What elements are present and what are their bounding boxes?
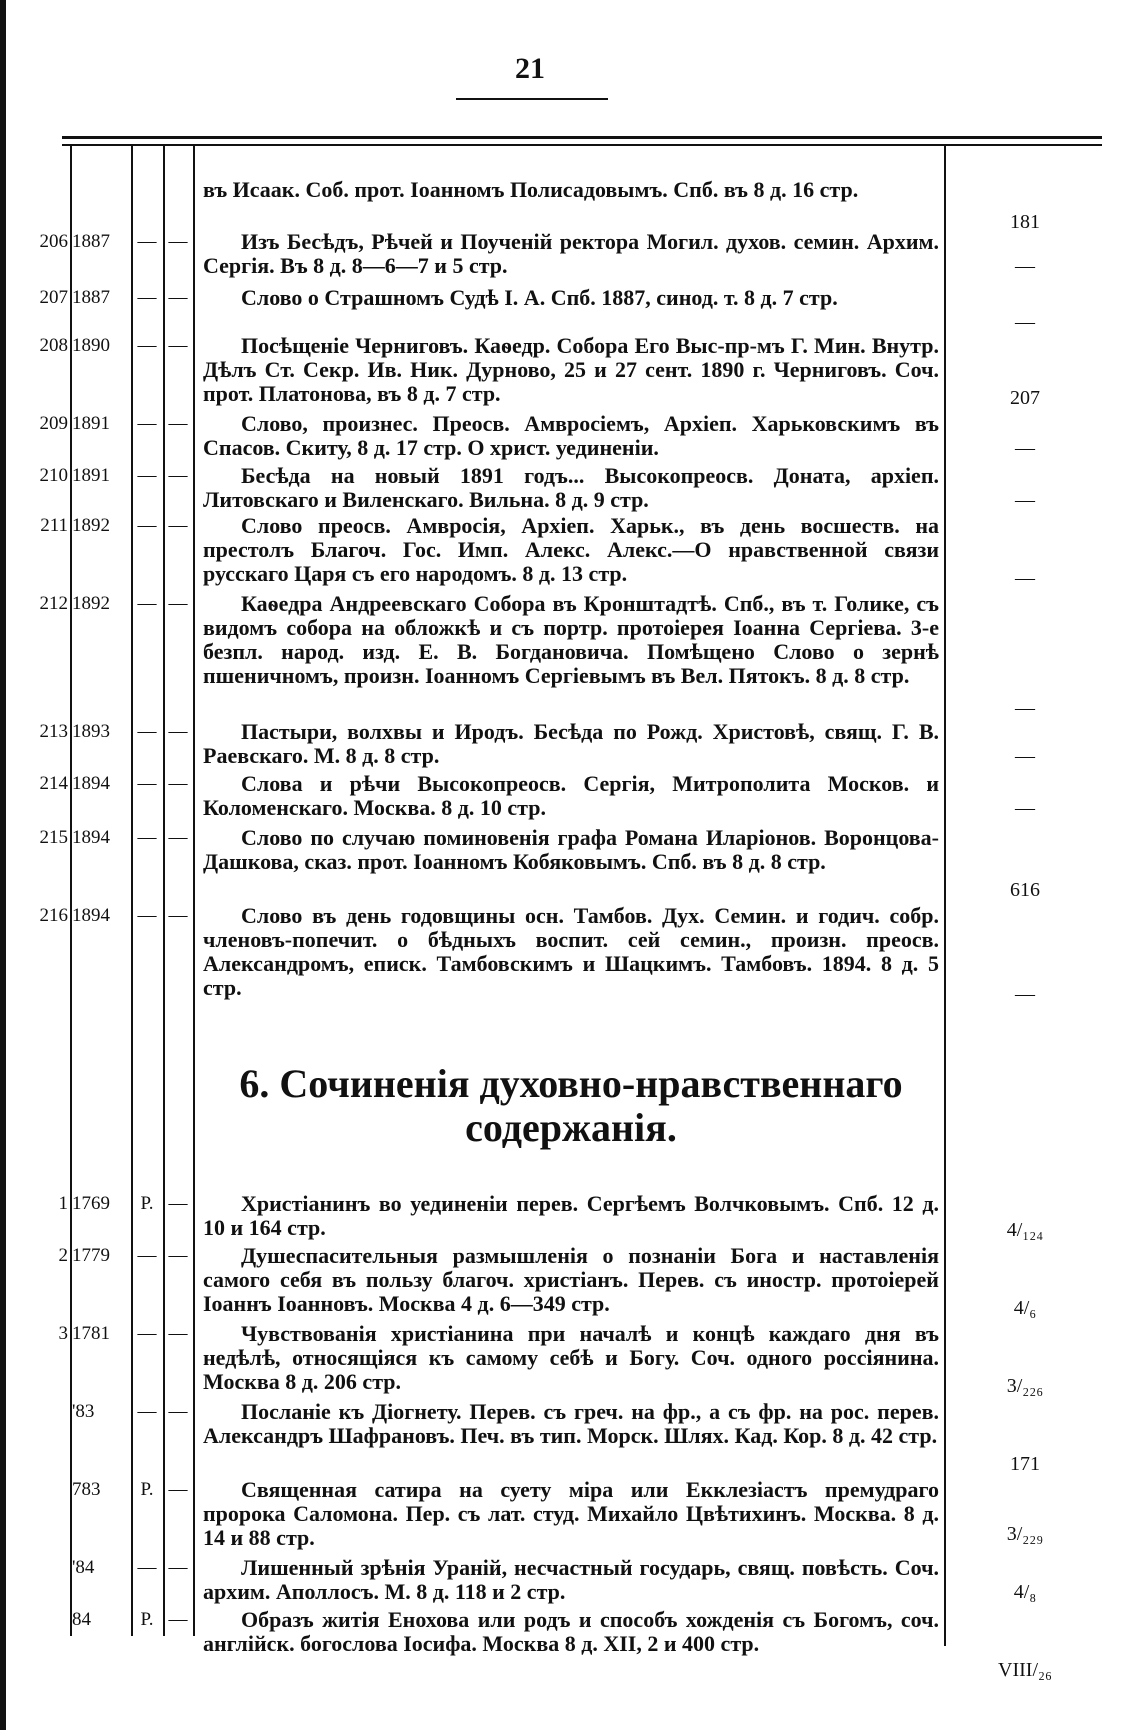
entry-mark: — — [137, 905, 157, 926]
entry-year: 1891 — [72, 465, 110, 486]
entry-year: 1893 — [72, 721, 110, 742]
entry-mark: Р. — [140, 1193, 154, 1214]
entry-mark: — — [137, 515, 157, 536]
entry-price: 4/₈ — [1013, 1581, 1037, 1603]
entry-year: 1892 — [72, 515, 110, 536]
entry-number: 1 — [58, 1193, 68, 1214]
entry-text: Изъ Бесѣдъ, Рѣчей и Поученій ректора Могил. духов. семин. Архим. Сергія. Въ 8 д. 8—6—7 и 5 стр. — [203, 229, 939, 278]
entry-number: 212 — [39, 593, 68, 614]
entry-text: Пастыри, волхвы и Иродъ. Бесѣда по Рожд. Христовѣ, свящ. Г. В. Раевскаго. М. 8 д. 8 стр. — [203, 719, 939, 768]
entry-dash: — — [168, 335, 188, 356]
entry-dash: — — [168, 1401, 188, 1422]
entry-text: Слово по случаю поминовенія графа Романа Иларіонов. Воронцова-Дашкова, сказ. прот. Іоанномъ Кобяковымъ. Спб. въ 8 д. 8 стр. — [203, 825, 939, 874]
page-number-rule — [456, 98, 608, 100]
entry-dash: — — [168, 593, 188, 614]
entry-mark: Р. — [140, 1609, 154, 1630]
column-rule — [944, 146, 946, 1646]
entry-text: Лишенный зрѣнія Ураній, несчастный государь, свящ. повѣсть. Соч. архим. Аполлосъ. М. 8 д. 118 и 2 стр. — [203, 1555, 939, 1604]
entry-number: 213 — [39, 721, 68, 742]
entry-number: 215 — [39, 827, 68, 848]
entry-number: 207 — [39, 287, 68, 308]
entry-number: 209 — [39, 413, 68, 434]
page-number: 21 — [515, 52, 545, 85]
entry-mark: — — [137, 1557, 157, 1578]
entry-text: въ Исаак. Соб. прот. Іоанномъ Полисадовымъ. Спб. въ 8 д. 16 стр. — [203, 177, 859, 202]
entry-dash: — — [168, 1245, 188, 1266]
entry-year: 1894 — [72, 905, 110, 926]
entry-year: 1894 — [72, 827, 110, 848]
entry-number: 211 — [40, 515, 68, 536]
entry-price: 4/₁₂₄ — [1006, 1219, 1044, 1241]
entry-dash: — — [168, 905, 188, 926]
entry-mark: — — [137, 593, 157, 614]
entry-price: 3/₂₂₉ — [1006, 1523, 1044, 1545]
entry-price: — — [1015, 311, 1035, 333]
entry-year: 1894 — [72, 773, 110, 794]
entry-dash: — — [168, 515, 188, 536]
entry-year: 84 — [72, 1609, 91, 1630]
entry-dash: — — [168, 1323, 188, 1344]
entry-text: Каѳедра Андреевскаго Собора въ Кронштадтѣ. Спб., въ т. Голике, съ видомъ собора на обложкѣ и съ портр. протоіерея Іоанна Сергіева. 3-е безпл. народ. изд. Е. В. Богдановича. Помѣщено Слово о зернѣ пшеничномъ, произн. Іоанномъ Сергіевымъ въ Вел. Пятокъ. 8 д. 8 стр. — [203, 591, 939, 688]
entry-dash: — — [168, 1557, 188, 1578]
entry-dash: — — [168, 465, 188, 486]
entry-text: Образъ житія Енохова или родъ и способъ хожденія съ Богомъ, соч. англійск. богослова Іосифа. Москва 8 д. XII, 2 и 400 стр. — [203, 1607, 939, 1656]
entry-number: 206 — [39, 231, 68, 252]
entry-mark: — — [137, 413, 157, 434]
entry-year: 1892 — [72, 593, 110, 614]
entry-price: — — [1015, 489, 1035, 511]
entry-mark: — — [137, 287, 157, 308]
entry-year: '84 — [72, 1557, 95, 1578]
entry-number: 2 — [58, 1245, 68, 1266]
entry-text: Слово преосв. Амвросія, Архіеп. Харьк., въ день восшеств. на престолъ Благоч. Гос. Имп. Алекс. Алекс.—О нравственной связи русскаго Царя съ его народомъ. 8 д. 13 стр. — [203, 513, 939, 586]
entry-dash: — — [168, 413, 188, 434]
entry-mark: — — [137, 335, 157, 356]
entry-mark: — — [137, 1323, 157, 1344]
entry-dash: — — [168, 1193, 188, 1214]
section-heading: 6. Сочиненія духовно-нравственнаго содержанія. — [239, 1061, 903, 1150]
entry-number: 214 — [39, 773, 68, 794]
entry-price: — — [1015, 567, 1035, 589]
entry-mark: — — [137, 1401, 157, 1422]
entry-text: Слово, произнес. Преосв. Амвросіемъ, Архіеп. Харьковскимъ въ Спасов. Скиту, 8 д. 17 стр. О христ. уединеніи. — [203, 411, 939, 460]
entry-dash: — — [168, 231, 188, 252]
entry-number: 216 — [39, 905, 68, 926]
entry-dash: — — [168, 287, 188, 308]
entry-price: 4/₆ — [1013, 1297, 1037, 1319]
entry-price: 181 — [1010, 211, 1040, 233]
entry-mark: — — [137, 773, 157, 794]
entry-price: — — [1015, 697, 1035, 719]
entry-text: Священная сатира на суету міра или Екклезіастъ премудраго пророка Саломона. Пер. съ лат. студ. Михайло Цвѣтихинъ. Москва. 8 д. 14 и 88 стр. — [203, 1477, 939, 1550]
entry-mark: — — [137, 827, 157, 848]
entry-price: — — [1015, 745, 1035, 767]
entry-year: 1887 — [72, 287, 110, 308]
entry-year: 1779 — [72, 1245, 110, 1266]
entry-text: Душеспасительныя размышленія о познаніи Бога и наставленія самого себя въ пользу благоч. христіанъ. Перев. съ иностр. протоіерей Іоаннъ Іоанновъ. Москва 4 д. 6—349 стр. — [203, 1243, 939, 1316]
header-rule — [62, 136, 1102, 139]
entry-dash: — — [168, 721, 188, 742]
entry-mark: — — [137, 721, 157, 742]
scan-edge — [0, 0, 6, 1730]
entry-mark: Р. — [140, 1479, 154, 1500]
entry-dash: — — [168, 827, 188, 848]
entry-year: 783 — [72, 1479, 101, 1500]
entry-dash: — — [168, 1479, 188, 1500]
entry-dash: — — [168, 773, 188, 794]
entry-price: 171 — [1010, 1453, 1040, 1475]
entry-mark: — — [137, 1245, 157, 1266]
entry-number: 210 — [39, 465, 68, 486]
entry-year: '83 — [72, 1401, 95, 1422]
header-rule-thin — [62, 144, 1102, 146]
entry-text: Слова и рѣчи Высокопреосв. Сергія, Митрополита Москов. и Коломенскаго. Москва. 8 д. 10 стр. — [203, 771, 939, 820]
entry-number: 208 — [39, 335, 68, 356]
entry-price: 3/₂₂₆ — [1006, 1375, 1044, 1397]
entry-year: 1769 — [72, 1193, 110, 1214]
entry-price: — — [1015, 255, 1035, 277]
entry-dash: — — [168, 1609, 188, 1630]
entry-price: VIII/₂₆ — [998, 1659, 1052, 1681]
entry-price: — — [1015, 797, 1035, 819]
entry-text: Христіанинъ во уединеніи перев. Сергѣемъ Волчковымъ. Спб. 12 д. 10 и 164 стр. — [203, 1191, 939, 1240]
entry-mark: — — [137, 231, 157, 252]
entry-text: Слово въ день годовщины осн. Тамбов. Дух. Семин. и годич. собр. членовъ-попечит. о бѣдныхъ воспит. сей семин., произн. преосв. Александромъ, еписк. Тамбовскимъ и Шацкимъ. Тамбовъ. 1894. 8 д. 5 стр. — [203, 903, 939, 1000]
entry-price: 616 — [1010, 879, 1040, 901]
entry-price: — — [1015, 437, 1035, 459]
entry-year: 1887 — [72, 231, 110, 252]
entry-mark: — — [137, 465, 157, 486]
entry-text: Посланіе къ Діогнету. Перев. съ греч. на фр., а съ фр. на рос. перев. Александръ Шафрановъ. Печ. въ тип. Морск. Шлях. Кад. Кор. 8 д. 42 стр. — [203, 1399, 939, 1448]
entry-year: 1781 — [72, 1323, 110, 1344]
column-rule — [193, 146, 195, 1636]
entry-price: — — [1015, 983, 1035, 1005]
entry-text: Посѣщеніе Черниговъ. Каѳедр. Собора Его Выс-пр-мъ Г. Мин. Внутр. Дѣлъ Ст. Секр. Ив. Ник. Дурново, 25 и 27 сент. 1890 г. Черниговъ. Соч. прот. Платонова, въ 8 д. 7 стр. — [203, 333, 939, 406]
entry-year: 1891 — [72, 413, 110, 434]
entry-price: 207 — [1010, 387, 1040, 409]
entry-text: Бесѣда на новый 1891 годъ... Высокопреосв. Доната, архіеп. Литовскаго и Виленскаго. Вильна. 8 д. 9 стр. — [203, 463, 939, 512]
entry-year: 1890 — [72, 335, 110, 356]
entry-text: Слово о Страшномъ Судѣ І. А. Спб. 1887, синод. т. 8 д. 7 стр. — [241, 285, 838, 310]
entry-number: 3 — [58, 1323, 68, 1344]
entry-text: Чувствованія христіанина при началѣ и концѣ каждаго дня въ недѣлѣ, относящіяся къ самому себѣ и Богу. Соч. одного россіянина. Москва 8 д. 206 стр. — [203, 1321, 939, 1394]
